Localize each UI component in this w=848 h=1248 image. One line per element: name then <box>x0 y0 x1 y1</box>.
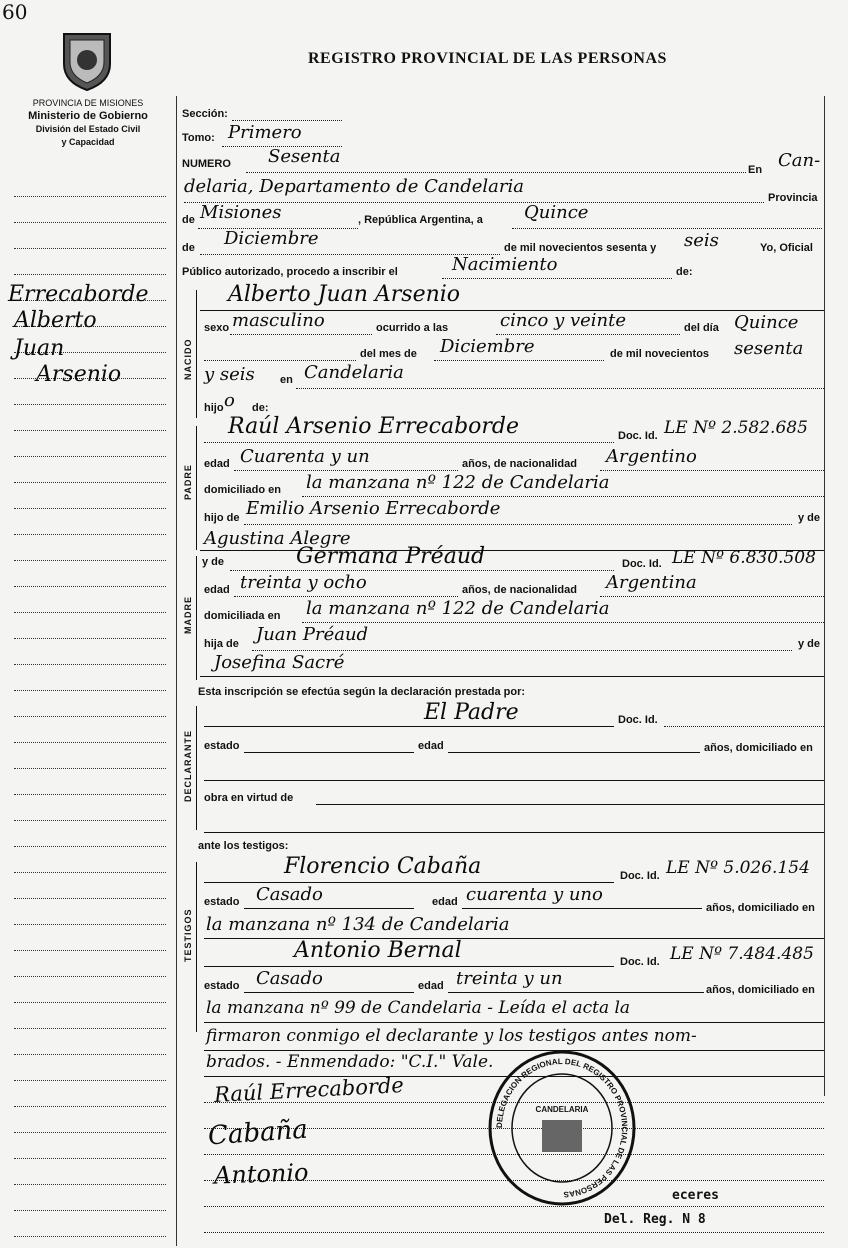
margin-line <box>14 430 166 431</box>
hijo-sufijo-value: o <box>224 390 235 411</box>
testigo2-edad: treinta y un <box>456 968 563 989</box>
margin-line <box>14 482 166 483</box>
de-label: de <box>182 214 195 226</box>
declarante-bracket <box>196 706 197 830</box>
madre-nac-label: años, de nacionalidad <box>462 584 577 596</box>
hora-value: cinco y veinte <box>500 310 627 331</box>
padre-nac-label: años, de nacionalidad <box>462 458 577 470</box>
footer-stamp-2: Del. Reg. N 8 <box>604 1212 706 1227</box>
margin-line <box>14 1002 166 1003</box>
margin-line <box>14 1184 166 1185</box>
mil-novecientos-label: de mil novecientos <box>610 348 710 360</box>
testigo1-domicilio: la manzana nº 134 de Candelaria <box>206 914 510 935</box>
margin-line <box>14 716 166 717</box>
de-colon-label: de: <box>676 266 693 278</box>
madre-doc: LE Nº 6.830.508 <box>672 548 816 568</box>
madre-nombre: Germana Préaud <box>296 544 486 569</box>
lugar-value: Candelaria <box>304 362 404 383</box>
margin-name-1: Alberto <box>14 308 97 333</box>
madre-edad-label: edad <box>204 584 230 596</box>
en-value: Can- <box>778 150 821 171</box>
closing-line-1: firmaron conmigo el declarante y los testigos antes nom- <box>206 1026 697 1046</box>
declarante-quien: El Padre <box>424 700 519 725</box>
margin-name-3: Arsenio <box>36 362 122 387</box>
org-ministry: Ministerio de Gobierno <box>28 110 148 122</box>
madre-madre: Josefina Sacré <box>214 652 345 673</box>
org-capacity: y Capacidad <box>61 137 115 147</box>
footer-stamp-1: eceres <box>672 1188 719 1203</box>
right-border <box>824 96 825 1096</box>
margin-line <box>14 820 166 821</box>
nacido-nombre: Alberto Juan Arsenio <box>228 282 461 307</box>
sexo-label: sexo <box>204 322 230 334</box>
padre-doc-label: Doc. Id. <box>618 430 658 442</box>
sexo-value: masculino <box>232 310 325 331</box>
numero-value: Sesenta <box>268 146 341 167</box>
en-lower-label: en <box>280 374 293 386</box>
hijo-label: hijo <box>204 402 224 414</box>
testigo1-edad-label: edad <box>432 896 458 908</box>
madre-doc-label: Doc. Id. <box>622 558 662 570</box>
madre-domicilio: la manzana nº 122 de Candelaria <box>306 598 610 619</box>
margin-line <box>14 248 166 249</box>
stamp-ring-text: DELEGACION REGIONAL DEL REGISTRO PROVINCIAL DE LAS PERSONAS <box>494 1056 630 1200</box>
margin-line <box>14 586 166 587</box>
declarante-dom-label: años, domiciliado en <box>704 742 813 754</box>
padre-nacionalidad: Argentino <box>606 446 697 467</box>
mes-firma-value: Diciembre <box>224 228 319 249</box>
margin-name-2: Juan <box>14 336 65 361</box>
declarante-doc-label: Doc. Id. <box>618 714 658 726</box>
margin-line <box>14 1106 166 1107</box>
padre-edad: Cuarenta y un <box>240 446 370 467</box>
margin-line <box>14 560 166 561</box>
numero-label: NUMERO <box>182 158 231 170</box>
madre-y-de-label: y de <box>202 556 225 568</box>
testigo2-edad-label: edad <box>418 980 444 992</box>
declaracion-label: Esta inscripción se efectúa según la declaración prestada por: <box>198 686 526 698</box>
testigos-side-label: TESTIGOS <box>183 908 193 962</box>
madre-side-label: MADRE <box>183 596 193 634</box>
signature-padre: Raúl Errecaborde <box>213 1073 405 1107</box>
anio-a-value: sesenta <box>734 338 804 359</box>
testigo2-domicilio: la manzana nº 99 de Candelaria - Leída el acta la <box>206 998 631 1018</box>
nacido-bracket <box>196 290 197 418</box>
page-title: REGISTRO PROVINCIAL DE LAS PERSONAS <box>308 50 667 67</box>
testigo2-estado-label: estado <box>204 980 240 992</box>
tomo-value: Primero <box>228 122 302 143</box>
testigos-bracket <box>196 862 197 1032</box>
margin-line <box>14 794 166 795</box>
testigo1-dom-label: años, domiciliado en <box>706 902 815 914</box>
stamp-center-text: CANDELARIA <box>535 1105 589 1114</box>
margin-line <box>14 690 166 691</box>
signature-testigo2: Antonio <box>213 1158 309 1190</box>
padre-hijo-label: hijo de <box>204 512 240 524</box>
margin-line <box>14 1158 166 1159</box>
testigos-label: ante los testigos: <box>198 840 289 852</box>
testigo1-estado: Casado <box>256 884 323 905</box>
republica-label: , República Argentina, a <box>358 214 483 226</box>
margin-line <box>14 924 166 925</box>
margin-line <box>14 274 166 275</box>
madre-padre: Juan Préaud <box>256 624 369 645</box>
hijo-de-label: de: <box>252 402 269 414</box>
declarante-side-label: DECLARANTE <box>183 730 193 802</box>
testigo2-nombre: Antonio Bernal <box>294 938 462 963</box>
margin-line <box>14 508 166 509</box>
anio-b-value: y seis <box>204 364 255 385</box>
testigo2-doc: LE Nº 7.484.485 <box>670 944 814 964</box>
del-mes-label: del mes de <box>360 348 417 360</box>
margin-line <box>14 768 166 769</box>
margin-line <box>14 1080 166 1081</box>
margin-line <box>14 612 166 613</box>
madre-y-de-label-2: y de <box>798 638 821 650</box>
tomo-label: Tomo: <box>182 132 215 144</box>
madre-bracket <box>196 556 197 680</box>
margin-line <box>14 1210 166 1211</box>
margin-line <box>14 196 166 197</box>
closing-line-2: brados. - Enmendado: "C.I." Vale. <box>206 1052 494 1072</box>
padre-dom-label: domiciliado en <box>204 484 282 496</box>
margin-line <box>14 976 166 977</box>
page-number: 60 <box>2 0 28 24</box>
testigo1-estado-label: estado <box>204 896 240 908</box>
margin-line <box>14 872 166 873</box>
margin-line <box>14 638 166 639</box>
margin-surname: Errecaborde <box>8 282 149 307</box>
margin-line <box>14 456 166 457</box>
seccion-label: Sección: <box>182 108 228 120</box>
testigo1-edad: cuarenta y uno <box>466 884 603 905</box>
en-label: En <box>748 164 763 176</box>
margin-line <box>14 1132 166 1133</box>
org-division: División del Estado Civil <box>35 124 141 134</box>
padre-madre: Agustina Alegre <box>204 528 351 549</box>
provincia-value: Misiones <box>200 202 282 223</box>
del-dia-label: del día <box>684 322 719 334</box>
madre-dom-label: domiciliada en <box>204 610 281 622</box>
margin-line <box>14 664 166 665</box>
testigo1-nombre: Florencio Cabaña <box>284 854 482 879</box>
margin-line <box>14 534 166 535</box>
padre-side-label: PADRE <box>183 464 193 500</box>
provincia-label: Provincia <box>768 192 818 204</box>
publico-label: Público autorizado, procedo a inscribir el <box>182 266 398 278</box>
official-stamp-icon <box>486 1048 638 1208</box>
coat-of-arms-icon <box>56 30 118 92</box>
acto-value: Nacimiento <box>452 254 558 275</box>
padre-doc: LE Nº 2.582.685 <box>664 418 808 438</box>
padre-bracket <box>196 426 197 550</box>
dia-value: Quince <box>734 312 799 333</box>
ocurrido-label: ocurrido a las <box>376 322 449 334</box>
de-label-2: de <box>182 242 195 254</box>
margin-line <box>14 222 166 223</box>
obra-label: obra en virtud de <box>204 792 294 804</box>
padre-y-de-label: y de <box>798 512 821 524</box>
signature-line <box>204 1232 824 1233</box>
margin-line <box>14 846 166 847</box>
margin-line <box>14 742 166 743</box>
column-divider <box>176 96 177 1246</box>
madre-edad: treinta y ocho <box>240 572 367 593</box>
anio-suffix-value: seis <box>684 230 719 251</box>
testigo2-dom-label: años, domiciliado en <box>706 984 815 996</box>
padre-edad-label: edad <box>204 458 230 470</box>
sesenta-y-label: de mil novecientos sesenta y <box>504 242 657 254</box>
localidad-value: delaria, Departamento de Candelaria <box>184 176 524 197</box>
declarante-estado-label: estado <box>204 740 240 752</box>
padre-nombre: Raúl Arsenio Errecaborde <box>228 414 520 439</box>
testigo1-doc: LE Nº 5.026.154 <box>666 858 810 878</box>
dia-firma-value: Quince <box>524 202 589 223</box>
margin-line <box>14 950 166 951</box>
madre-hija-label: hija de <box>204 638 239 650</box>
margin-line <box>14 898 166 899</box>
madre-nacionalidad: Argentina <box>606 572 697 593</box>
declarante-edad-label: edad <box>418 740 444 752</box>
nacido-side-label: NACIDO <box>183 338 193 380</box>
mes-value: Diciembre <box>440 336 535 357</box>
margin-line <box>14 404 166 405</box>
margin-line <box>14 1236 166 1237</box>
yo-oficial-label: Yo, Oficial <box>760 242 813 254</box>
margin-line <box>14 1028 166 1029</box>
testigo1-doc-label: Doc. Id. <box>620 870 660 882</box>
margin-line <box>14 1054 166 1055</box>
testigo2-doc-label: Doc. Id. <box>620 956 660 968</box>
signature-testigo1: Cabaña <box>207 1114 309 1152</box>
padre-domicilio: la manzana nº 122 de Candelaria <box>306 472 610 493</box>
padre-padre: Emilio Arsenio Errecaborde <box>246 498 501 519</box>
org-province: PROVINCIA DE MISIONES <box>32 98 144 108</box>
testigo2-estado: Casado <box>256 968 323 989</box>
